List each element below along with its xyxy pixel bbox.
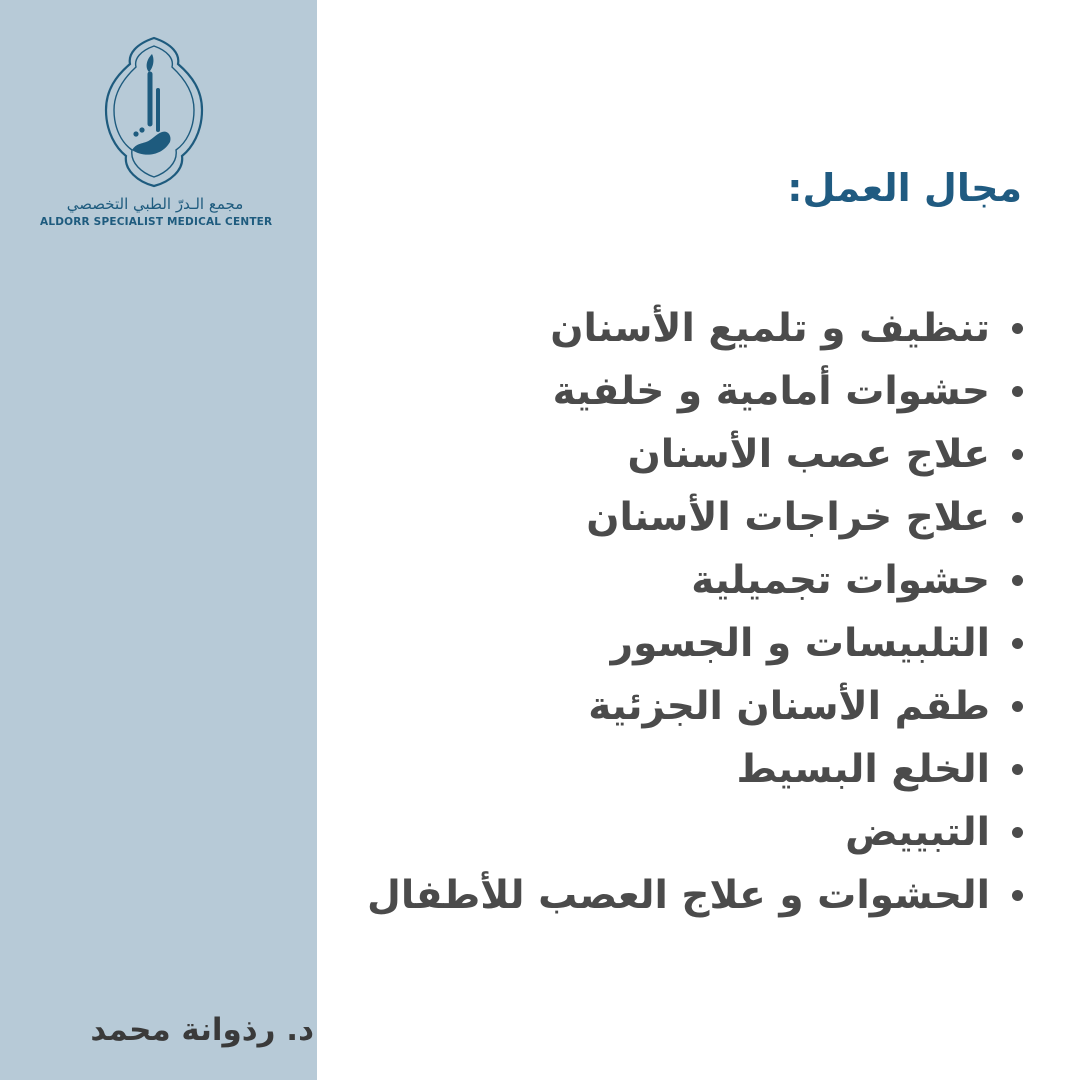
- bullet-icon: [1012, 575, 1023, 586]
- aldorr-logo-icon: [98, 32, 210, 192]
- service-item: [367, 612, 990, 675]
- bullet-icon: [1012, 386, 1023, 397]
- service-label: التبييض: [845, 810, 990, 855]
- services-list: [367, 297, 990, 927]
- service-label: تنظيف و تلميع الأسنان: [550, 306, 990, 351]
- sidebar-panel: [0, 0, 317, 1080]
- bullet-icon: [1012, 827, 1023, 838]
- service-item: [367, 738, 990, 801]
- service-item: [367, 360, 990, 423]
- bullet-icon: [1012, 323, 1023, 334]
- logo-name-english: ALDORR SPECIALIST MEDICAL CENTER: [40, 216, 273, 228]
- bullet-icon: [1012, 449, 1023, 460]
- page-title: مجال العمل:: [787, 166, 1022, 210]
- bullet-icon: [1012, 638, 1023, 649]
- bullet-icon: [1012, 764, 1023, 775]
- service-label: علاج خراجات الأسنان: [586, 495, 990, 540]
- service-label: الخلع البسيط: [736, 747, 990, 792]
- logo-name-arabic: مجمع الـدرّ الطبي التخصصي: [66, 195, 244, 213]
- doctor-name: د. رذوانة محمد: [90, 1012, 314, 1048]
- service-label: حشوات تجميلية: [691, 558, 990, 603]
- service-label: حشوات أمامية و خلفية: [552, 369, 990, 414]
- service-item: [367, 864, 990, 927]
- service-item: [367, 549, 990, 612]
- service-label: الحشوات و علاج العصب للأطفال: [366, 873, 990, 918]
- bullet-icon: [1012, 890, 1023, 901]
- service-item: [367, 801, 990, 864]
- bullet-icon: [1012, 512, 1023, 523]
- service-item: [367, 423, 990, 486]
- service-item: [367, 486, 990, 549]
- bullet-icon: [1012, 701, 1023, 712]
- service-label: التلبيسات و الجسور: [610, 621, 990, 666]
- service-label: طقم الأسنان الجزئية: [588, 684, 990, 729]
- service-item: [367, 297, 990, 360]
- service-label: علاج عصب الأسنان: [627, 432, 990, 477]
- service-item: [367, 675, 990, 738]
